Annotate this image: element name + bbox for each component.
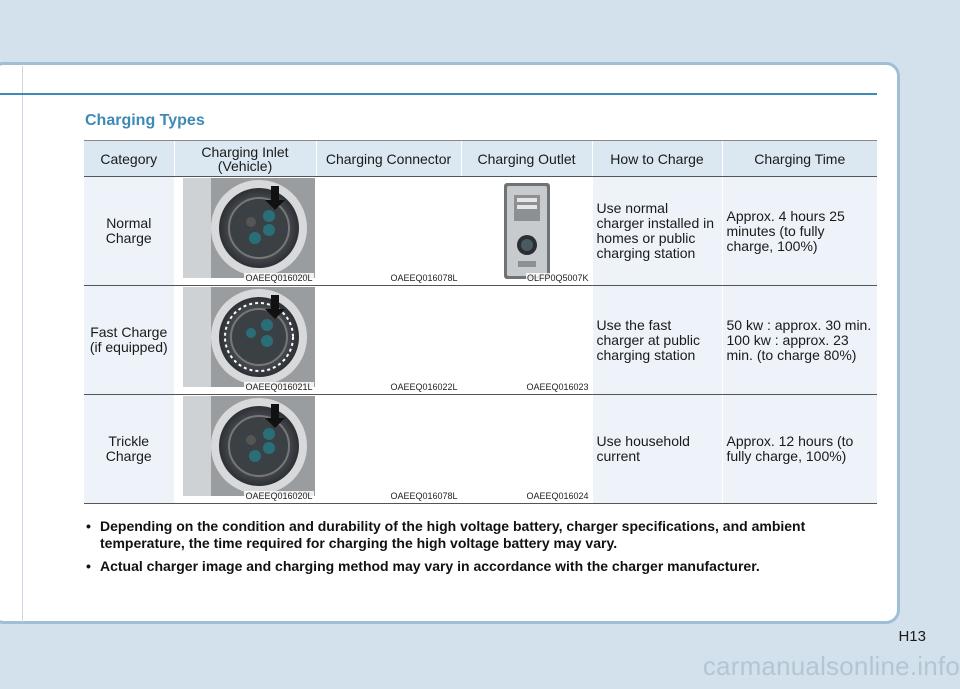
connector-image-cell [316,395,461,504]
connector-image-cell [316,177,461,286]
inlet-image-cell [174,177,316,286]
bullet-marker: • [86,558,91,574]
category-cell [84,177,174,286]
how-to-charge-cell: Use the fast charger at public charging station [592,286,722,395]
image-code: OAEEQ016020L [245,491,313,501]
image-code: OAEEQ016024 [526,491,589,501]
outlet-image-cell [461,177,592,286]
category-label: Fast Charge (if equipped) [89,324,168,355]
image-code: OAEEQ016078L [390,273,458,283]
page-number: H13 [898,628,926,645]
image-code: OAEEQ016021L [245,382,313,392]
header-charging-outlet: Charging Outlet [461,141,592,177]
note-text: Depending on the condition and durability of the high voltage battery, charger specifications, and ambient temperature, the time required for charging the high voltage battery may vary. [100,518,806,551]
charging-time-cell: Approx. 12 hours (to fully charge, 100%) [722,395,877,504]
charging-types-table [84,140,877,504]
note-item [86,518,878,552]
charging-inlet-photo [183,287,315,387]
table-row [84,395,877,504]
inlet-image-cell [174,395,316,504]
header-charging-inlet: Charging Inlet (Vehicle) [174,141,316,177]
header-rule [0,93,877,95]
charging-outlet-photo [504,183,550,279]
header-category: Category [84,141,174,177]
note-text: Actual charger image and charging method may vary in accordance with the charger manufacturer. [100,558,760,574]
image-code: OAEEQ016022L [390,382,458,392]
image-code: OLFP0Q5007K [526,273,589,283]
header-charging-connector: Charging Connector [316,141,461,177]
how-to-charge-cell: Use normal charger installed in homes or public charging station [592,177,722,286]
table-row [84,177,877,286]
category-cell [84,395,174,504]
notes-list [86,518,878,581]
table-header-row [84,141,877,177]
charging-time-cell: 50 kw : approx. 30 min. 100 kw : approx. 23 min. (to charge 80%) [722,286,877,395]
inlet-image-cell [174,286,316,395]
left-margin-rule [22,66,23,622]
image-code: OAEEQ016023 [526,382,589,392]
how-to-charge-cell: Use household current [592,395,722,504]
category-label: Trickle Charge [105,433,152,464]
note-item [86,558,878,575]
outlet-image-cell [461,286,592,395]
image-code: OAEEQ016078L [390,491,458,501]
connector-image-cell [316,286,461,395]
outlet-image-cell [461,395,592,504]
charging-inlet-photo [183,396,315,496]
charging-time-cell: Approx. 4 hours 25 minutes (to fully charge, 100%) [722,177,877,286]
image-code: OAEEQ016020L [245,273,313,283]
category-label: Normal Charge [105,215,152,246]
bullet-marker: • [86,518,91,534]
charging-inlet-photo [183,178,315,278]
watermark: carmanualsonline.info [702,651,960,681]
table-row [84,286,877,395]
category-cell [84,286,174,395]
header-charging-time: Charging Time [722,141,877,177]
section-title: Charging Types [85,112,205,129]
header-how-to-charge: How to Charge [592,141,722,177]
